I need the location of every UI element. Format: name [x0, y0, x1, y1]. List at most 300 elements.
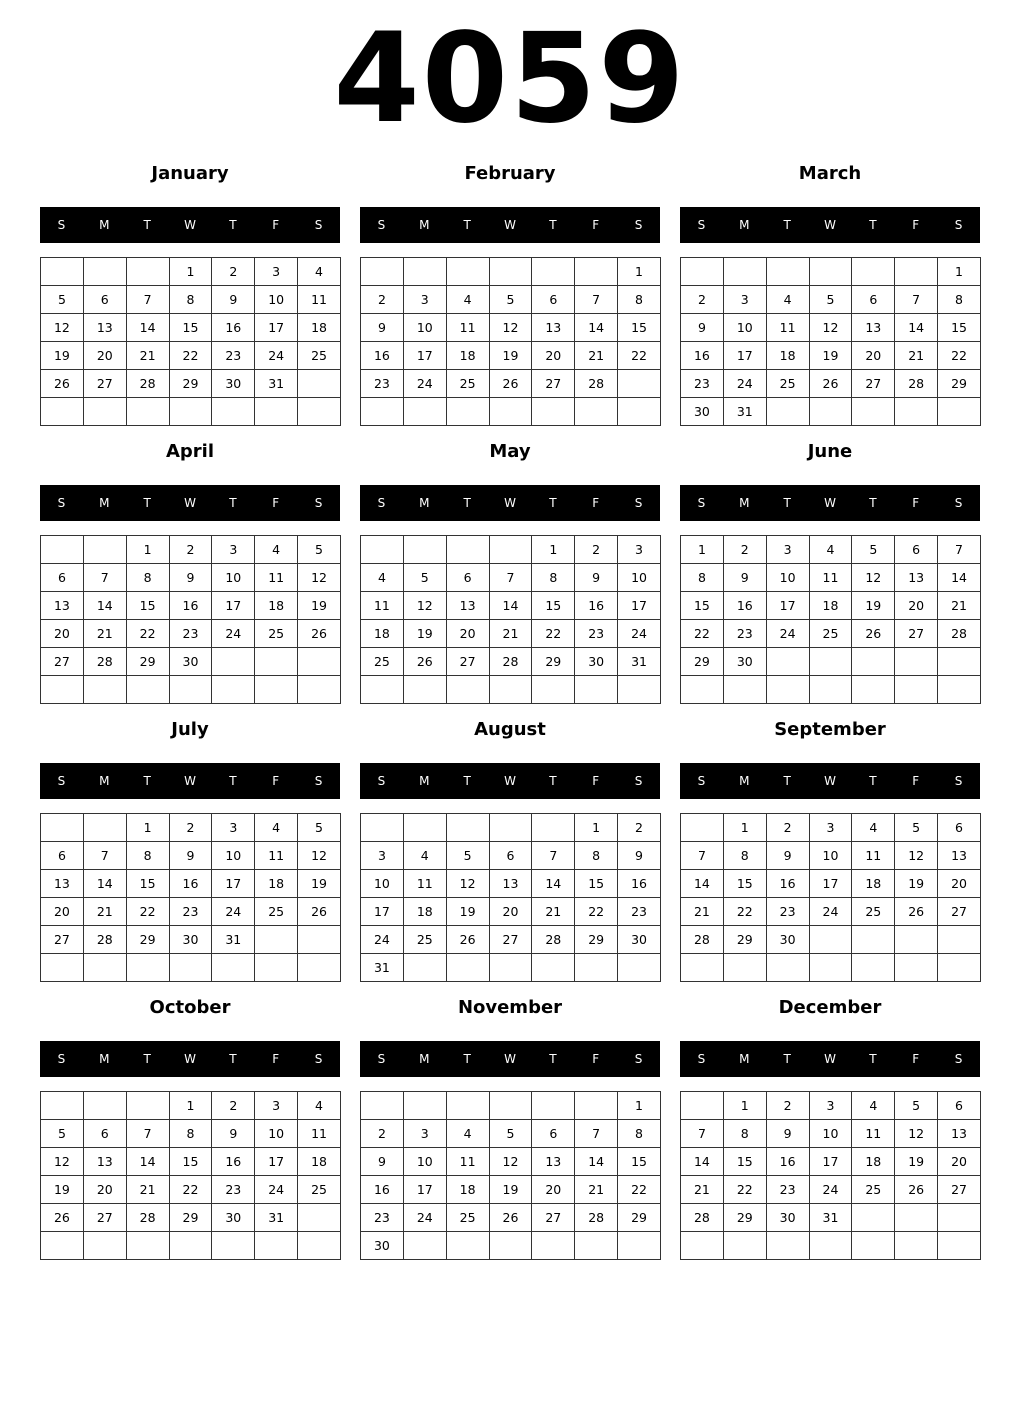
weekday-header: [680, 763, 980, 799]
weekday-label: S: [377, 496, 386, 510]
day-cell: 6: [41, 564, 84, 592]
weekday-label: S: [954, 1052, 963, 1066]
weekday-header: [360, 207, 660, 243]
day-cell: 8: [723, 842, 766, 870]
week-row: [41, 564, 341, 592]
day-cell: 23: [212, 342, 255, 370]
day-cell: 27: [83, 1204, 126, 1232]
day-cell: 30: [766, 1204, 809, 1232]
day-cell: 17: [618, 592, 661, 620]
day-cell: 21: [938, 592, 981, 620]
day-cell: [446, 536, 489, 564]
day-cell: 31: [809, 1204, 852, 1232]
day-cell: 26: [895, 898, 938, 926]
day-cell: [723, 954, 766, 982]
week-row: [361, 564, 661, 592]
day-cell: [169, 1232, 212, 1260]
day-cell: 7: [489, 564, 532, 592]
day-cell: [41, 1232, 84, 1260]
day-cell: 13: [83, 314, 126, 342]
day-cell: 12: [298, 842, 341, 870]
weekday-label: S: [634, 218, 643, 232]
day-cell: 19: [403, 620, 446, 648]
day-cell: [298, 1232, 341, 1260]
day-cell: [766, 1232, 809, 1260]
day-cell: 13: [938, 1120, 981, 1148]
day-cell: [169, 676, 212, 704]
week-row: [41, 898, 341, 926]
day-cell: 13: [41, 870, 84, 898]
day-cell: 12: [41, 1148, 84, 1176]
day-grid: [680, 257, 981, 426]
day-cell: 4: [298, 1092, 341, 1120]
day-cell: 15: [938, 314, 981, 342]
day-cell: 14: [575, 314, 618, 342]
day-cell: 9: [723, 564, 766, 592]
weekday-label: S: [954, 774, 963, 788]
day-cell: 15: [169, 314, 212, 342]
week-row: [41, 1232, 341, 1260]
day-cell: [681, 1232, 724, 1260]
day-cell: [403, 536, 446, 564]
day-cell: 9: [575, 564, 618, 592]
day-cell: 3: [618, 536, 661, 564]
week-row: [361, 814, 661, 842]
week-row: [361, 1092, 661, 1120]
week-row: [681, 398, 981, 426]
day-cell: 13: [83, 1148, 126, 1176]
day-cell: 25: [298, 342, 341, 370]
day-cell: 9: [169, 842, 212, 870]
weekday-label: T: [549, 218, 557, 232]
day-cell: 10: [255, 286, 298, 314]
day-cell: 17: [766, 592, 809, 620]
week-row: [41, 258, 341, 286]
weekday-header: [680, 1041, 980, 1077]
day-cell: 17: [809, 1148, 852, 1176]
weekday-header: [680, 207, 980, 243]
day-cell: [618, 398, 661, 426]
day-cell: [938, 1204, 981, 1232]
day-cell: 1: [618, 1092, 661, 1120]
day-cell: 23: [361, 370, 404, 398]
day-cell: 7: [575, 1120, 618, 1148]
day-cell: [446, 954, 489, 982]
day-cell: 28: [83, 648, 126, 676]
day-cell: [723, 676, 766, 704]
day-cell: 2: [169, 814, 212, 842]
day-cell: 2: [766, 1092, 809, 1120]
weekday-label: T: [869, 496, 877, 510]
day-cell: 23: [618, 898, 661, 926]
day-cell: 1: [532, 536, 575, 564]
day-cell: 21: [681, 898, 724, 926]
day-cell: [809, 954, 852, 982]
day-cell: 15: [618, 314, 661, 342]
day-cell: 16: [212, 314, 255, 342]
day-cell: 12: [489, 314, 532, 342]
day-cell: 28: [681, 926, 724, 954]
day-cell: 8: [126, 564, 169, 592]
week-row: [361, 648, 661, 676]
day-cell: 24: [212, 898, 255, 926]
week-row: [41, 842, 341, 870]
day-cell: 19: [852, 592, 895, 620]
day-cell: [895, 258, 938, 286]
day-cell: 21: [895, 342, 938, 370]
week-row: [41, 648, 341, 676]
day-cell: 6: [41, 842, 84, 870]
day-cell: 10: [403, 314, 446, 342]
weekday-header: [40, 763, 340, 799]
weekday-label: S: [57, 1052, 66, 1066]
day-cell: 22: [575, 898, 618, 926]
day-cell: [126, 1232, 169, 1260]
weekday-label: S: [314, 1052, 323, 1066]
month-name: June: [807, 441, 853, 462]
day-cell: 24: [809, 1176, 852, 1204]
day-cell: [169, 954, 212, 982]
week-row: [681, 870, 981, 898]
day-cell: 14: [895, 314, 938, 342]
day-cell: 13: [938, 842, 981, 870]
day-cell: 22: [169, 342, 212, 370]
day-cell: [41, 536, 84, 564]
day-cell: 16: [169, 592, 212, 620]
week-row: [681, 676, 981, 704]
day-cell: 27: [446, 648, 489, 676]
day-cell: 3: [212, 814, 255, 842]
day-cell: 23: [169, 898, 212, 926]
week-row: [41, 536, 341, 564]
weekday-label: T: [229, 774, 237, 788]
day-cell: 15: [618, 1148, 661, 1176]
day-cell: 5: [809, 286, 852, 314]
day-cell: 28: [126, 370, 169, 398]
day-cell: [361, 676, 404, 704]
weekday-label: T: [229, 496, 237, 510]
day-cell: 13: [532, 1148, 575, 1176]
day-cell: [532, 1092, 575, 1120]
month-name: August: [474, 719, 546, 740]
weekday-label: T: [229, 1052, 237, 1066]
day-cell: 18: [255, 592, 298, 620]
day-cell: 9: [361, 1148, 404, 1176]
day-cell: [852, 954, 895, 982]
day-cell: 14: [489, 592, 532, 620]
weekday-label: S: [634, 1052, 643, 1066]
day-grid: [40, 535, 341, 704]
day-cell: 29: [938, 370, 981, 398]
weekday-label: F: [912, 1052, 920, 1066]
week-row: [681, 898, 981, 926]
week-row: [41, 286, 341, 314]
day-cell: 20: [41, 620, 84, 648]
day-cell: 11: [852, 842, 895, 870]
day-cell: 29: [126, 648, 169, 676]
day-cell: 18: [809, 592, 852, 620]
day-cell: 8: [126, 842, 169, 870]
day-cell: 18: [298, 314, 341, 342]
day-cell: 11: [255, 564, 298, 592]
day-cell: 13: [489, 870, 532, 898]
day-cell: 7: [532, 842, 575, 870]
weekday-label: M: [419, 774, 430, 788]
day-cell: 25: [361, 648, 404, 676]
day-cell: 2: [723, 536, 766, 564]
day-cell: 3: [255, 1092, 298, 1120]
day-cell: 26: [41, 370, 84, 398]
day-cell: [895, 926, 938, 954]
day-cell: 5: [41, 286, 84, 314]
weekday-label: S: [634, 774, 643, 788]
day-cell: 18: [255, 870, 298, 898]
week-row: [361, 1120, 661, 1148]
day-cell: 26: [809, 370, 852, 398]
day-cell: [169, 398, 212, 426]
day-cell: 29: [169, 1204, 212, 1232]
day-cell: 10: [809, 842, 852, 870]
day-cell: 20: [852, 342, 895, 370]
week-row: [681, 1148, 981, 1176]
day-cell: 18: [446, 1176, 489, 1204]
day-cell: [255, 1232, 298, 1260]
day-cell: 10: [766, 564, 809, 592]
day-cell: 5: [298, 536, 341, 564]
day-cell: 7: [575, 286, 618, 314]
day-cell: [766, 954, 809, 982]
weekday-label: S: [954, 496, 963, 510]
day-cell: [489, 1092, 532, 1120]
day-grid: [360, 1091, 661, 1260]
day-cell: 7: [938, 536, 981, 564]
day-cell: 3: [212, 536, 255, 564]
weekday-label: W: [824, 774, 836, 788]
day-cell: [809, 258, 852, 286]
week-row: [681, 842, 981, 870]
day-cell: 19: [446, 898, 489, 926]
day-cell: 2: [361, 286, 404, 314]
day-cell: [361, 814, 404, 842]
day-cell: 22: [681, 620, 724, 648]
day-cell: 25: [852, 898, 895, 926]
day-cell: [298, 648, 341, 676]
day-cell: [41, 954, 84, 982]
day-cell: [298, 398, 341, 426]
month-name: September: [774, 719, 886, 740]
day-cell: 26: [446, 926, 489, 954]
day-cell: 6: [938, 814, 981, 842]
weekday-label: W: [504, 1052, 516, 1066]
day-cell: [681, 814, 724, 842]
day-cell: [489, 1232, 532, 1260]
weekday-label: F: [912, 218, 920, 232]
weekday-label: T: [783, 774, 791, 788]
day-cell: 14: [83, 870, 126, 898]
day-cell: 21: [681, 1176, 724, 1204]
day-cell: 24: [255, 342, 298, 370]
day-cell: 6: [83, 1120, 126, 1148]
day-cell: 22: [723, 1176, 766, 1204]
day-cell: [852, 1204, 895, 1232]
day-cell: [575, 1092, 618, 1120]
day-cell: 8: [618, 286, 661, 314]
weekday-label: T: [463, 218, 471, 232]
weekday-label: M: [99, 1052, 110, 1066]
week-row: [361, 926, 661, 954]
week-row: [41, 342, 341, 370]
day-cell: 29: [169, 370, 212, 398]
weekday-label: S: [314, 218, 323, 232]
day-cell: 6: [852, 286, 895, 314]
day-cell: 18: [852, 870, 895, 898]
week-row: [41, 1204, 341, 1232]
weekday-label: F: [592, 496, 600, 510]
day-cell: [938, 954, 981, 982]
day-cell: 25: [255, 620, 298, 648]
day-cell: 1: [126, 536, 169, 564]
day-cell: [212, 1232, 255, 1260]
day-cell: 25: [446, 370, 489, 398]
weekday-header: [360, 1041, 660, 1077]
day-cell: 25: [298, 1176, 341, 1204]
week-row: [41, 370, 341, 398]
year-title: 4059: [333, 7, 687, 151]
weekday-label: T: [549, 774, 557, 788]
day-grid: [680, 813, 981, 982]
day-cell: [575, 676, 618, 704]
day-cell: 14: [575, 1148, 618, 1176]
day-cell: 31: [723, 398, 766, 426]
weekday-label: M: [99, 774, 110, 788]
day-cell: [361, 1092, 404, 1120]
week-row: [681, 370, 981, 398]
month-name: February: [464, 163, 556, 184]
week-row: [41, 1148, 341, 1176]
day-cell: [41, 676, 84, 704]
day-cell: 15: [126, 592, 169, 620]
day-cell: 20: [938, 1148, 981, 1176]
day-grid: [680, 535, 981, 704]
day-cell: [938, 926, 981, 954]
weekday-label: T: [869, 1052, 877, 1066]
day-cell: 2: [766, 814, 809, 842]
week-row: [41, 1120, 341, 1148]
day-cell: [446, 814, 489, 842]
day-cell: [852, 926, 895, 954]
day-cell: 24: [809, 898, 852, 926]
weekday-label: S: [314, 774, 323, 788]
weekday-label: M: [739, 496, 750, 510]
day-cell: 19: [41, 1176, 84, 1204]
day-cell: [361, 398, 404, 426]
day-cell: 18: [766, 342, 809, 370]
day-cell: 29: [723, 926, 766, 954]
day-cell: 20: [446, 620, 489, 648]
day-cell: 29: [681, 648, 724, 676]
day-cell: [83, 536, 126, 564]
day-cell: 20: [895, 592, 938, 620]
day-cell: 16: [766, 870, 809, 898]
day-cell: [255, 398, 298, 426]
day-cell: [681, 1092, 724, 1120]
day-cell: [126, 258, 169, 286]
day-cell: 14: [126, 314, 169, 342]
day-cell: 30: [169, 926, 212, 954]
day-cell: 24: [618, 620, 661, 648]
day-cell: [403, 954, 446, 982]
day-cell: 26: [41, 1204, 84, 1232]
week-row: [681, 648, 981, 676]
day-cell: 30: [766, 926, 809, 954]
day-cell: 18: [852, 1148, 895, 1176]
day-cell: 13: [446, 592, 489, 620]
day-cell: 26: [852, 620, 895, 648]
weekday-label: F: [592, 1052, 600, 1066]
day-cell: 4: [446, 1120, 489, 1148]
week-row: [361, 258, 661, 286]
day-cell: 21: [83, 898, 126, 926]
day-cell: 22: [618, 1176, 661, 1204]
week-row: [361, 592, 661, 620]
day-cell: 2: [212, 258, 255, 286]
day-cell: 11: [446, 314, 489, 342]
weekday-label: S: [57, 496, 66, 510]
weekday-label: F: [912, 496, 920, 510]
day-cell: 4: [361, 564, 404, 592]
day-cell: 31: [212, 926, 255, 954]
day-cell: 13: [895, 564, 938, 592]
weekday-label: F: [272, 496, 280, 510]
day-cell: [403, 1232, 446, 1260]
day-grid: [40, 1091, 341, 1260]
weekday-label: T: [143, 496, 151, 510]
day-cell: 13: [532, 314, 575, 342]
day-cell: 20: [83, 1176, 126, 1204]
weekday-label: W: [184, 774, 196, 788]
day-cell: [895, 1232, 938, 1260]
day-cell: 20: [532, 342, 575, 370]
day-cell: 1: [938, 258, 981, 286]
day-cell: [809, 926, 852, 954]
day-cell: 7: [681, 1120, 724, 1148]
week-row: [41, 1092, 341, 1120]
day-cell: [895, 398, 938, 426]
weekday-label: S: [377, 1052, 386, 1066]
day-cell: 10: [723, 314, 766, 342]
day-cell: [895, 954, 938, 982]
day-cell: 13: [852, 314, 895, 342]
day-cell: 12: [41, 314, 84, 342]
day-cell: 8: [723, 1120, 766, 1148]
day-cell: [852, 648, 895, 676]
weekday-label: T: [549, 1052, 557, 1066]
day-cell: [361, 258, 404, 286]
day-cell: 9: [618, 842, 661, 870]
day-cell: 11: [809, 564, 852, 592]
day-cell: 29: [126, 926, 169, 954]
day-cell: 26: [489, 370, 532, 398]
day-cell: 31: [255, 1204, 298, 1232]
day-cell: [766, 398, 809, 426]
day-cell: 12: [403, 592, 446, 620]
week-row: [681, 286, 981, 314]
day-cell: 20: [489, 898, 532, 926]
day-cell: 20: [532, 1176, 575, 1204]
day-cell: [212, 954, 255, 982]
day-cell: 24: [403, 370, 446, 398]
day-cell: 4: [852, 1092, 895, 1120]
